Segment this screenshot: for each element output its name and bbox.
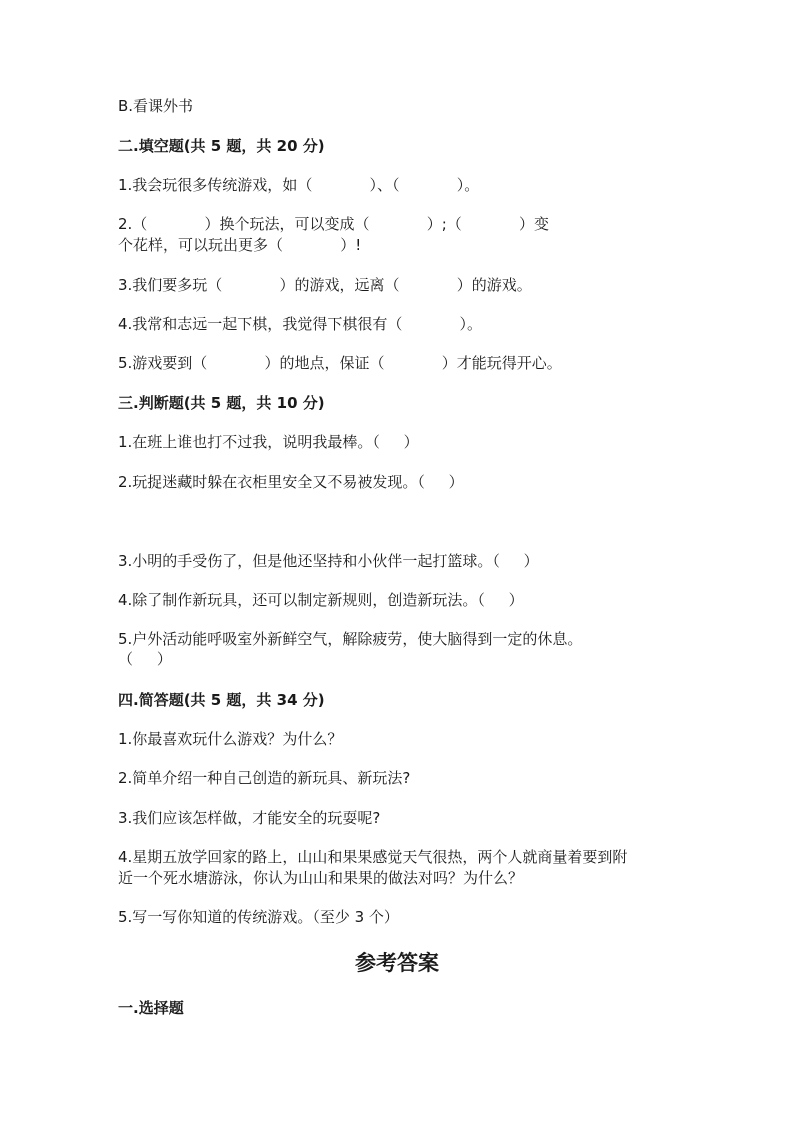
fill-question-2-line-1: 2.（ ）换个玩法，可以变成（ ）;（ ）变 xyxy=(118,215,550,233)
judge-question-1: 1.在班上谁也打不过我，说明我最棒。（ ） xyxy=(118,433,419,451)
fill-question-2-line-2: 个花样，可以玩出更多（ ）! xyxy=(118,236,362,254)
fill-question-1: 1.我会玩很多传统游戏，如（ ）、（ ）。 xyxy=(118,176,480,194)
judge-question-4: 4.除了制作新玩具，还可以制定新规则，创造新玩法。（ ） xyxy=(118,591,524,609)
short-question-4-line-2: 近一个死水塘游泳，你认为山山和果果的做法对吗？为什么？ xyxy=(118,869,524,887)
short-question-4-line-1: 4.星期五放学回家的路上，山山和果果感觉天气很热，两个人就商量着要到附 xyxy=(118,848,628,866)
section-heading-short-answer: 四.简答题(共 5 题，共 34 分) xyxy=(118,691,325,709)
answer-key-title: 参考答案 xyxy=(355,950,439,975)
judge-question-3: 3.小明的手受伤了，但是他还坚持和小伙伴一起打篮球。（ ） xyxy=(118,552,539,570)
short-question-3: 3.我们应该怎样做，才能安全的玩耍呢? xyxy=(118,809,381,827)
judge-question-2: 2.玩捉迷藏时躲在衣柜里安全又不易被发现。（ ） xyxy=(118,473,464,491)
section-heading-true-false: 三.判断题(共 5 题，共 10 分) xyxy=(118,394,325,412)
judge-question-5-line-1: 5.户外活动能呼吸室外新鲜空气，解除疲劳，使大脑得到一定的休息。 xyxy=(118,630,583,648)
fill-question-5: 5.游戏要到（ ）的地点，保证（ ）才能玩得开心。 xyxy=(118,354,562,372)
option-b: B.看课外书 xyxy=(118,97,194,115)
fill-question-4: 4.我常和志远一起下棋，我觉得下棋很有（ ）。 xyxy=(118,315,483,333)
section-heading-fill-in: 二.填空题(共 5 题，共 20 分) xyxy=(118,137,325,155)
fill-question-3: 3.我们要多玩（ ）的游戏，远离（ ）的游戏。 xyxy=(118,276,532,294)
judge-question-5-line-2: （ ） xyxy=(118,650,172,668)
short-question-5: 5.写一写你知道的传统游戏。（至少 3 个） xyxy=(118,908,399,926)
short-question-2: 2.简单介绍一种自己创造的新玩具、新玩法? xyxy=(118,769,411,787)
answer-section-multiple-choice: 一.选择题 xyxy=(118,999,184,1017)
short-question-1: 1.你最喜欢玩什么游戏？为什么？ xyxy=(118,730,343,748)
